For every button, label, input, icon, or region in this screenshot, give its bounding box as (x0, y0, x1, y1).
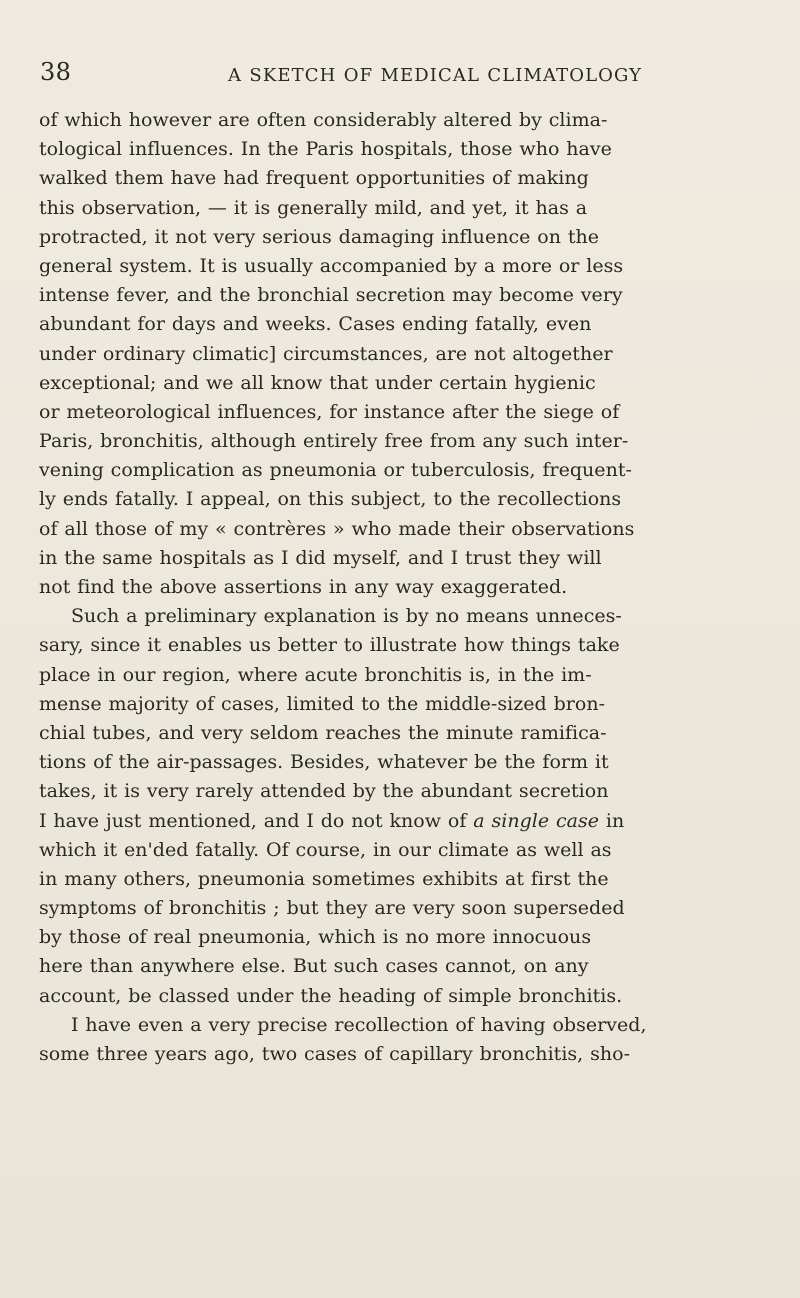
text-line: of all those of my « contrères » who made their observations (39, 517, 635, 540)
text-line: by those of real pneumonia, which is no more innocuous (39, 926, 592, 949)
text-segment: I have just mentioned, and I do not know of (39, 809, 474, 832)
text-line: some three years ago, two cases of capillary bronchitis, sho- (39, 1043, 631, 1065)
text-line: chial tubes, and very seldom reaches the minute ramifica- (39, 721, 607, 744)
text-line: intense fever, and the bronchial secretion may become very (39, 284, 623, 307)
text-line: abundant for days and weeks. Cases ending fatally, even (39, 313, 592, 336)
text-line: tological influences. In the Paris hospitals, those who have (39, 138, 612, 161)
text-segment: in (599, 809, 625, 832)
text-line: general system. It is usually accompanied by a more or less (39, 254, 624, 277)
text-line: symptoms of bronchitis ; but they are very soon superseded (39, 897, 625, 920)
text-line: exceptional; and we all know that under certain hygienic (39, 371, 596, 394)
body-text (39, 106, 771, 1069)
text-line-paragraph-start: I have even a very precise recollection of having observed, (71, 1013, 647, 1036)
text-line: of which however are often considerably altered by clima- (39, 109, 608, 131)
text-line: or meteorological influences, for instance after the siege of (39, 400, 620, 423)
text-line: ly ends fatally. I appeal, on this subject, to the recollections (39, 488, 622, 511)
text-line: which it en'ded fatally. Of course, in our climate as well as (39, 838, 612, 861)
text-line: tions of the air-passages. Besides, whatever be the form it (39, 751, 609, 774)
text-line: account, be classed under the heading of simple bronchitis. (39, 984, 623, 1007)
text-line: this observation, — it is generally mild, and yet, it has a (39, 196, 588, 219)
text-line: protracted, it not very serious damaging influence on the (39, 225, 599, 248)
page-number: 38 (40, 58, 72, 86)
text-line: in many others, pneumonia sometimes exhibits at first the (39, 867, 609, 890)
text-line: walked them have had frequent opportunities of making (39, 167, 589, 190)
text-line: sary, since it enables us better to illustrate how things take (39, 634, 620, 657)
text-line-paragraph-start: Such a preliminary explanation is by no means unneces- (71, 605, 622, 628)
text-line: not find the above assertions in any way exaggerated. (39, 576, 568, 598)
text-line: here than anywhere else. But such cases cannot, on any (39, 955, 589, 978)
text-line: place in our region, where acute bronchitis is, in the im- (39, 663, 592, 686)
text-line: in the same hospitals as I did myself, and I trust they will (39, 546, 602, 569)
text-line: under ordinary climatic] circumstances, are not altogether (39, 342, 613, 365)
text-line: mense majority of cases, limited to the middle-sized bron- (39, 692, 606, 715)
text-line: Paris, bronchitis, although entirely free from any such inter- (39, 430, 629, 453)
italic-emphasis: a single case (473, 809, 600, 832)
text-line: vening complication as pneumonia or tuberculosis, frequent- (39, 459, 632, 482)
text-line-with-italic (39, 807, 771, 836)
text-line: takes, it is very rarely attended by the abundant secretion (39, 780, 609, 803)
running-head: A SKETCH OF MEDICAL CLIMATOLOGY (228, 65, 643, 86)
